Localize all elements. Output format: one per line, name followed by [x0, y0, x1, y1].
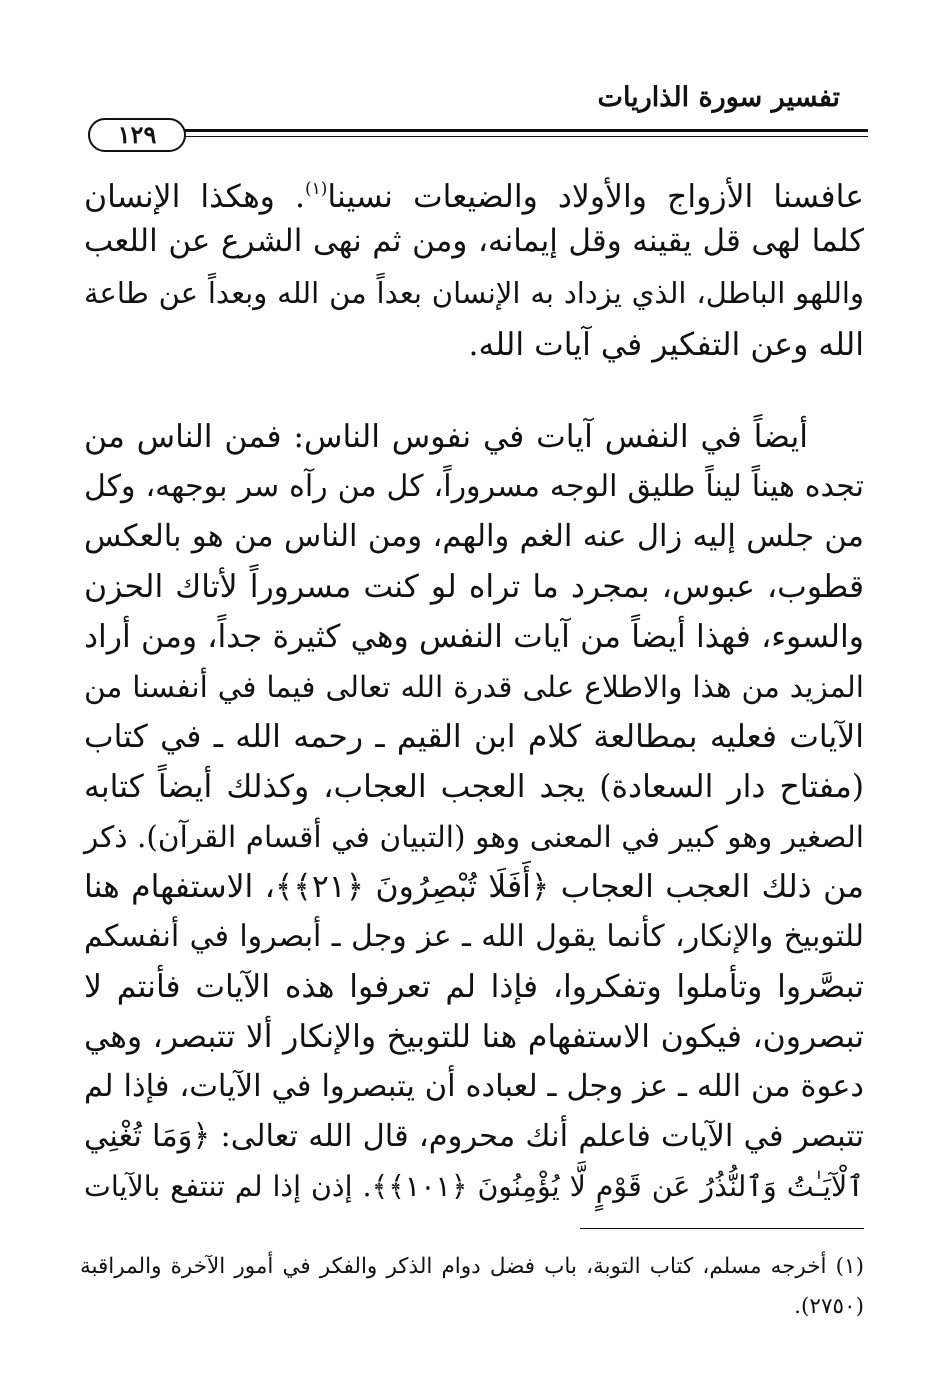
footnote-line: (١) أخرجه مسلم، كتاب التوبة، باب فضل دوام الذكر والفكر في أمور الآخرة والمراقبة — [80, 1254, 864, 1279]
text-line: من جلس إليه زال عنه الغم والهم، ومن الناس من هو بالعكس — [84, 519, 864, 554]
footnote-line: (٢٧٥٠). — [794, 1294, 864, 1319]
text-line: تبصَّروا وتأملوا وتفكروا، فإذا لم تعرفوا هذه الآيات فأنتم لا — [84, 969, 864, 1005]
text-line: الصغير وهو كبير في المعنى وهو (التبيان في أقسام القرآن). ذكر — [84, 820, 864, 854]
text-line: الله وعن التفكير في آيات الله. — [468, 327, 864, 363]
page-number: ١٢٩ — [88, 118, 186, 152]
text-line: تجده هيناً ليناً طليق الوجه مسروراً، كل من رآه سر بوجهه، وكل — [84, 469, 864, 504]
text-line: واللهو الباطل، الذي يزداد به الإنسان بعداً من الله وبعداً عن طاعة — [84, 276, 864, 310]
text-line: تبصرون، فيكون الاستفهام هنا للتوبيخ والإنكار ألا تتبصر، وهي — [84, 1019, 864, 1055]
text-line: تتبصر في الآيات فاعلم أنك محروم، قال الله تعالى: ﴿وَمَا تُغْنِي — [84, 1119, 864, 1154]
footnote-reference: (١) — [304, 179, 328, 199]
text-line: قطوب، عبوس، بمجرد ما تراه لو كنت مسروراً لأتاك الحزن — [84, 569, 864, 605]
text-line: دعوة من الله ـ عز وجل ـ لعباده أن يتبصروا في الآيات، فإذا لم — [84, 1069, 864, 1104]
text-line: عافسنا الأزواج والأولاد والضيعات نسينا$^{(١)}$. وهكذا الإنسان — [84, 179, 865, 215]
text-line: والسوء، فهذا أيضاً من آيات النفس وهي كثيرة جداً، ومن أراد — [84, 619, 864, 655]
paragraph-first-line: أيضاً في النفس آيات في نفوس الناس: فمن الناس من — [84, 419, 808, 455]
text-line: للتوبيخ والإنكار، كأنما يقول الله ـ عز وجل ـ أبصروا في أنفسكم — [84, 919, 864, 954]
text-line: ٱلْآيَـٰتُ وَٱلنُّذُرُ عَن قَوْمٍ لَّا يُؤْمِنُونَ ﴿١٠١﴾﴾. إذن إذا لم تنتفع بالآيات — [84, 1170, 864, 1203]
running-head-title: تفسير سورة الذاريات — [597, 82, 840, 113]
header-rule — [88, 112, 868, 154]
footnote-separator — [580, 1228, 864, 1229]
header-rule-thick — [184, 129, 868, 132]
header-rule-thin — [184, 136, 868, 137]
text-line: المزيد من هذا والاطلاع على قدرة الله تعالى فيما في أنفسنا من — [84, 670, 864, 704]
text-line: كلما لهى قل يقينه وقل إيمانه، ومن ثم نهى الشرع عن اللعب — [84, 223, 864, 259]
text-line: (مفتاح دار السعادة) يجد العجب العجاب، وكذلك أيضاً كتابه — [84, 769, 864, 805]
text-line: الآيات فعليه بمطالعة كلام ابن القيم ـ رحمه الله ـ في كتاب — [84, 719, 864, 755]
text-line: من ذلك العجب العجاب ﴿أَفَلَا تُبْصِرُونَ ﴿٢١﴾﴾، الاستفهام هنا — [84, 869, 864, 905]
